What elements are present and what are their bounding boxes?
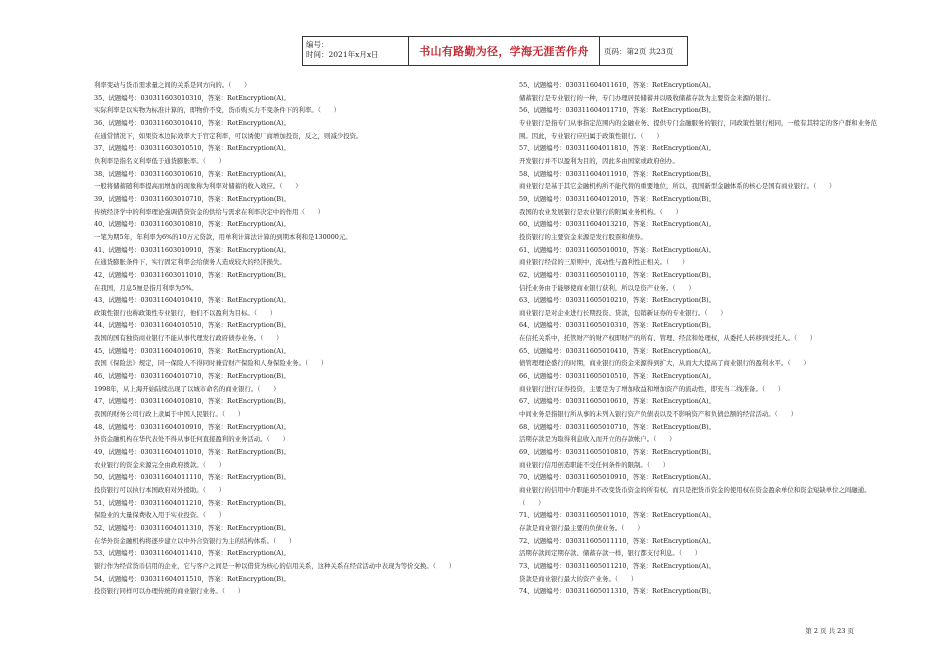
question-id-line: 51、试题编号：030311604011210，答案：RetEncryption(B)。 <box>94 498 290 507</box>
question-id-line: 41、试题编号：030311603010910，答案：RetEncryption(A)。 <box>94 245 290 254</box>
question-text-line: 中间业务是指银行所从事的未列入银行资产负债表以及不影响资产和负债总额的经营活动。（ ） <box>519 410 797 419</box>
question-text-line: 商业银行的信用中介职能并不改变货币资金的所有权，而只是把货币资金的使用权在资金盈余单位和资金短缺单位之间融通。（ ） <box>519 486 871 507</box>
header-slogan-cell <box>409 37 600 65</box>
question-text-line: 我国的农业发展银行是农业银行的附属业务机构。（ ） <box>519 207 682 216</box>
question-id-line: 68、试题编号：030311605010710，答案：RetEncryption(B)。 <box>519 422 715 431</box>
header-meta <box>303 37 409 65</box>
question-text-line: 负利率是指名义利率低于通货膨胀率。（ ） <box>94 156 226 165</box>
question-text-line: 商业银行是对企业进行长期投资、贷款，包销新证券的专业银行。（ ） <box>519 308 727 317</box>
question-id-line: 69、试题编号：030311605010810，答案：RetEncryption(B)。 <box>519 448 715 457</box>
header-number-label: 编号： <box>306 40 329 49</box>
question-id-line: 49、试题编号：030311604011010，答案：RetEncryption(B)。 <box>94 448 290 457</box>
question-id-line: 70、试题编号：030311605010910，答案：RetEncryption(A)。 <box>519 473 715 482</box>
question-id-line: 62、试题编号：030311605010110，答案：RetEncryption(B)。 <box>519 270 715 279</box>
question-text-line: 我国的财务公司行政上隶属于中国人民银行。（ ） <box>94 410 245 419</box>
question-id-line: 59、试题编号：030311604012010，答案：RetEncryption(B)。 <box>519 194 715 203</box>
question-id-line: 74、试题编号：030311605011310，答案：RetEncryption(B)。 <box>519 587 715 596</box>
question-id-line: 63、试题编号：030311605010210，答案：RetEncryption(B)。 <box>519 296 715 305</box>
question-id-line: 40、试题编号：030311603010810，答案：RetEncryption(A)。 <box>94 220 290 229</box>
question-id-line: 42、试题编号：030311603011010，答案：RetEncryption(B)。 <box>94 270 290 279</box>
question-text-line: 我国的国有独资商业银行不能从事代理发行政府债券业务。（ ） <box>94 334 283 343</box>
page-header <box>302 36 688 66</box>
question-text-line: 开发银行并不以盈利为目的，因此多由国家或政府创办。 <box>519 156 679 165</box>
question-text-line: 在通常情况下，如果资本边际效率大于官定利率，可以诱使厂商增加投资，反之，则减少投资。 <box>94 131 363 140</box>
question-text-line: 一笔为期5年，年利率为6%的10万元贷款，用单利计算法计算的到期本利和是130000元。 <box>94 232 352 241</box>
question-text-line: 保险业的大量保费收入用于实业投资。（ ） <box>94 511 226 520</box>
question-id-line: 48、试题编号：030311604010910，答案：RetEncryption(A)。 <box>94 422 290 431</box>
question-id-line: 73、试题编号：030311605011210，答案：RetEncryption(A)。 <box>519 561 715 570</box>
question-id-line: 43、试题编号：030311604010410，答案：RetEncryption(A)。 <box>94 296 290 305</box>
header-page-info: 页码：第2页 共23页 <box>604 46 674 56</box>
question-id-line: 72、试题编号：030311605011110，答案：RetEncryption(A)。 <box>519 536 715 545</box>
header-slogan: 书山有路勤为径，学海无涯苦作舟 <box>419 45 589 58</box>
question-id-line: 71、试题编号：030311605011010，答案：RetEncryption(A)。 <box>519 511 715 520</box>
left-column <box>94 79 494 598</box>
question-id-line: 53、试题编号：030311604011410，答案：RetEncryption(A)。 <box>94 549 290 558</box>
question-text-line: 银行作为经营货币信用的企业，它与客户之间是一种以借贷为核心的信用关系，这种关系在经营活动中表现为等价交换。（ ） <box>94 561 456 570</box>
question-id-line: 57、试题编号：030311604011810，答案：RetEncryption(A)。 <box>519 144 715 153</box>
question-text-line: 商业银行是基于其它金融机构所不能代替的重要地位，所以，我国新型金融体系的核心是国有商业银行。（ ） <box>519 182 836 191</box>
question-text-line: 在通货膨胀条件下，实行固定利率会给债务人造成较大的经济损失。 <box>94 258 286 267</box>
question-text-line: 我国《保险法》规定，同一保险人不得同时兼营财产保险和人身保险业务。（ ） <box>94 359 328 368</box>
question-id-line: 47、试题编号：030311604010810，答案：RetEncryption(B)。 <box>94 397 290 406</box>
question-id-line: 60、试题编号：030311604013210，答案：RetEncryption(A)。 <box>519 220 715 229</box>
question-text-line: 存款是商业银行最主要的负债业务。（ ） <box>519 523 644 532</box>
question-id-line: 50、试题编号：030311604011110，答案：RetEncryption(B)。 <box>94 473 290 482</box>
question-text-line: 投资银行的主要资金来源是发行股票和债券。 <box>519 232 647 241</box>
question-text-line: 活期存款是为取得利息收入而开立的存款帐户。（ ） <box>519 435 676 444</box>
question-id-line: 58、试题编号：030311604011910，答案：RetEncryption(B)。 <box>519 169 715 178</box>
question-id-line: 56、试题编号：030311604011710，答案：RetEncryption(B)。 <box>519 106 715 115</box>
question-text-line: 政策性银行也称政策性专业银行，他们不以盈利为目标。（ ） <box>94 308 277 317</box>
question-id-line: 44、试题编号：030311604010510，答案：RetEncryption(B)。 <box>94 321 290 330</box>
question-id-line: 55、试题编号：030311604011610，答案：RetEncryption(A)。 <box>519 81 715 89</box>
question-text-line: 债管理理论盛行的时期，商业银行的资金来源得到扩大，从而大大提高了商业银行的盈利水平。（ ） <box>519 359 810 368</box>
question-id-line: 39、试题编号：030311603010710，答案：RetEncryption(B)。 <box>94 194 290 203</box>
right-column <box>519 79 885 598</box>
question-id-line: 61、试题编号：030311605010010，答案：RetEncryption(A)。 <box>519 245 715 254</box>
question-id-line: 65、试题编号：030311605010410，答案：RetEncryption(A)。 <box>519 346 715 355</box>
question-text-line: 利率变动与货币需求量之间的关系是同方向的。（ ） <box>94 81 251 89</box>
page-footer: 第 2 页 共 23 页 <box>805 627 854 635</box>
question-text-line: 外资金融机构在华代表处不得从事任何直接盈利的业务活动。（ ） <box>94 435 289 444</box>
question-id-line: 54、试题编号：030311604011510，答案：RetEncryption(B)。 <box>94 574 290 583</box>
question-id-line: 37、试题编号：030311603010510，答案：RetEncryption(A)。 <box>94 144 290 153</box>
question-text-line: 专业银行是指专门从事指定范围内的金融业务、提供专门金融服务的银行，同政策性银行相同，一般有其特定的客户群和业务范围。因此，专业银行应归属于政策性银行。（ ） <box>519 118 877 140</box>
question-text-line: 1998年，从上海开始陆续出现了以城市命名的商业银行。（ ） <box>94 384 280 393</box>
question-id-line: 36、试题编号：030311603010410，答案：RetEncryption(A)。 <box>94 118 290 127</box>
question-text-line: 活期存款间定期存款、储蓄存款一样，银行都支付利息。（ ） <box>519 549 702 558</box>
question-text-line: 投资银行可以执行本国政府对外援助。（ ） <box>94 486 226 494</box>
question-id-line: 52、试题编号：030311604011310，答案：RetEncryption(B)。 <box>94 523 290 532</box>
question-text-line: 贷款是商业银行最大的资产业务。（ ） <box>519 574 638 583</box>
question-text-line: 在华外资金融机构将逐步建立以中外合资银行为主的结构体系。（ ） <box>94 536 296 545</box>
question-text-line: 传统经济学中的利率理论强调借贷资金的供给与需求在利率决定中的作用（ ） <box>94 207 325 216</box>
question-id-line: 46、试题编号：030311604010710，答案：RetEncryption(B)。 <box>94 372 290 381</box>
question-text-line: 储蓄银行是专业银行的一种，专门办理居民储蓄并以吸收储蓄存款为主要资金来源的银行。 <box>519 93 775 102</box>
question-text-line: 信托业务由于能够使商业银行获利，所以是资产业务。（ ） <box>519 283 695 292</box>
question-id-line: 67、试题编号：030311605010610，答案：RetEncryption(A)。 <box>519 397 715 406</box>
question-text-line: 商业银行进行证券投资，主要是为了增加收益和增加资产的流动性，即充当二线准备。（ ） <box>519 384 785 393</box>
header-date: 时间：2021年x月x日 <box>306 50 379 59</box>
question-text-line: 商业银行经营的三原则中，流动性与盈利性正相关。（ ） <box>519 258 689 267</box>
question-id-line: 38、试题编号：030311603010610，答案：RetEncryption(A)。 <box>94 169 290 178</box>
question-text-line: 农业银行的资金来源完全由政府拨款。（ ） <box>94 460 226 469</box>
question-text-line: 在信托关系中，托管财产的财产权即财产的所有、管理、经营和处理权，从委托人转移到受托人。（ ） <box>519 334 817 343</box>
question-text-line: 实际利率是以实物为标准计算的，即物价不变，货币购买力不变条件下的利率。（ ） <box>94 106 341 115</box>
question-id-line: 35、试题编号：030311603010310，答案：RetEncryption(A)。 <box>94 93 290 102</box>
question-text-line: 一般将储蓄随利率提高而增加的现象称为利率对储蓄的收入效应。（ ） <box>94 182 302 191</box>
question-text-line: 商业银行信用创造职能不受任何条件的限制。（ ） <box>519 460 670 469</box>
question-text-line: 投资银行同样可以办理传统的商业银行业务。（ ） <box>94 587 245 596</box>
question-text-line: 在我国，月息5厘是指月利率为5%。 <box>94 283 198 292</box>
question-id-line: 66、试题编号：030311605010510，答案：RetEncryption(A)。 <box>519 372 715 381</box>
question-id-line: 64、试题编号：030311605010310，答案：RetEncryption(B)。 <box>519 321 715 330</box>
question-id-line: 45、试题编号：030311604010610，答案：RetEncryption(A)。 <box>94 346 290 355</box>
